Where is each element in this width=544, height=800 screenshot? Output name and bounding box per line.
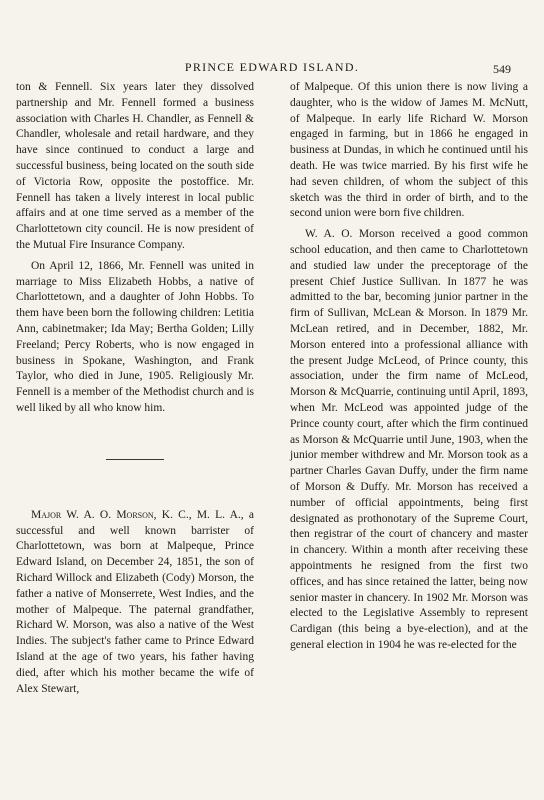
section-divider <box>106 459 164 460</box>
paragraph-fennell-business: ton & Fennell. Six years later they dissolved partnership and Mr. Fennell formed a business association with Charles H. Chandler, as Fennell & Chandler, wholesale and retail hardware, and they have since continued to conduct a large and successful business, being located on the south side of Victoria Row, opposite the postoffice. Mr. Fennell has taken a lively interest in local public affairs and at one time served as a member of the Charlottetown city council. He is now president of the Mutual Fire Insurance Company. <box>16 81 254 251</box>
paragraph-morson-career: W. A. O. Morson received a good common school education, and then came to Charlottetown and studied law under the preceptorage of the present Chief Justice Sullivan. In 1877 he was admitted to the bar, becoming junior partner in the firm of Sullivan, McLean & Morson. In 1879 Mr. McLean retired, and in December, 1882, Mr. Morson entered into a professional alliance with the present Judge McLeod, of Prince county, this association, under the firm name of McLeod, Morson & McQuarrie, continuing until April, 1893, when Mr. McLeod was appointed judge of the Prince county court, after which the firm continued as Morson & McQuarrie until June, 1903, when the junior member withdrew and Mr. Morson took as a partner Charles Gavan Duffy, under the firm name of Morson & Duffy. Mr. Morson has received a number of official appointments, being first designated as prothonotary of the Supreme Court, then registrar of the court of chancery and master in chancery. Within a month after receiving these appointments he resigned from the first two offices, and has since retained the latter, being now senior master in chancery. In 1902 Mr. Morson was elected to the Legislative Assembly to represent Cardigan (this being a bye-election), and at the general election in 1904 he was re-elected for the <box>290 228 528 651</box>
paragraph-morson-intro <box>16 508 254 698</box>
morson-intro-text: , K. C., M. L. A., a successful and well known barrister of Charlottetown, was born at Malpeque, Prince Edward Island, on December 24, 1851, the son of Richard Willock and Elizabeth (Cody) Morson, the father a native of Monserrete, West Indies, and the mother of Malpeque. The paternal grandfather, Richard W. Morson, was also a native of the West Indies. The subject's father came to Prince Edward Island at the age of two years, his father having died, after which his mother became the wife of Alex Stewart, <box>16 508 255 695</box>
left-column <box>16 80 254 697</box>
right-column <box>290 80 528 654</box>
paragraph-morson-family: of Malpeque. Of this union there is now living a daughter, who is the widow of James M. McNutt, of Malpeque. In early life Richard W. Morson engaged in farming, but in 1866 he engaged in business at Dundas, in which he continued until his death. He was twice married. By his first wife he had seven children, of whom the subject of this sketch was the third in order of birth, and to the second union were born five children. <box>290 81 528 220</box>
paragraph-fennell-family: On April 12, 1866, Mr. Fennell was united in marriage to Miss Elizabeth Hobbs, a native of Charlottetown, and a daughter of John Hobbs. To them have been born the following children: Letitia Ann, cabinetmaker; Ida May; Bertha Golden; Lilly Freeland; Percy Roberts, who is now engaged in business in Spokane, Washington, and Frank Taylor, who died in June, 1905. Religiously Mr. Fennell is a member of the Methodist church and is well liked by all who know him. <box>16 259 254 414</box>
running-head: PRINCE EDWARD ISLAND. <box>184 60 360 74</box>
page-number: 549 <box>493 62 511 76</box>
morson-heading: Major W. A. O. Morson <box>31 508 154 521</box>
